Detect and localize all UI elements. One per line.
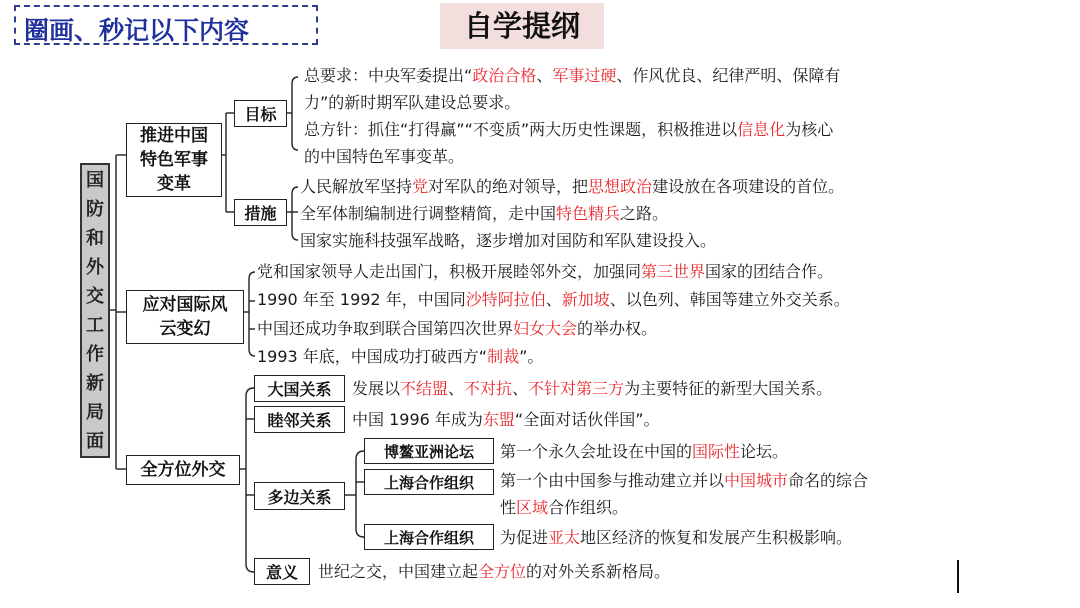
node-label: 多边关系	[267, 487, 332, 507]
text-segment: 力”的新时期军队建设总要求。	[304, 93, 521, 112]
international-line	[257, 286, 850, 313]
boao-text	[500, 438, 788, 465]
text-segment: 、	[545, 290, 562, 309]
sco-asia-text	[500, 524, 852, 551]
text-segment: 、以色列、韩国等建立外交关系。	[609, 290, 850, 309]
root-char: 防	[86, 198, 104, 220]
node-boao-forum	[364, 438, 494, 464]
text-segment: 总方针：抓住“打得赢”“不变质”两大历史性课题，积极推进以	[304, 120, 738, 139]
significance-text	[318, 558, 670, 585]
international-line	[257, 315, 657, 342]
node-label-line: 变革	[157, 174, 191, 194]
root-char: 工	[86, 314, 104, 336]
root-node	[80, 163, 110, 458]
node-label: 上海合作组织	[383, 528, 474, 547]
node-label: 博鳌亚洲论坛	[383, 442, 474, 461]
instruction-tag-text: 圈画、秒记以下内容	[24, 16, 250, 45]
text-segment: 为核心	[785, 120, 834, 139]
text-segment: 的对外关系新格局。	[526, 562, 671, 581]
node-label: 全方位外交	[140, 460, 226, 480]
node-international-response	[126, 290, 244, 344]
text-segment: 合作组织。	[548, 498, 629, 517]
text-segment: 的举办权。	[577, 319, 658, 338]
root-char: 外	[86, 256, 104, 278]
node-great-power	[254, 375, 345, 402]
text-segment: 命名的综合	[788, 471, 869, 490]
highlight-text: 第三世界	[641, 262, 706, 281]
text-segment: 全军体制编制进行调整精简，走中国	[300, 204, 557, 223]
node-label-line: 应对国际风	[142, 295, 228, 315]
highlight-text: 全方位	[478, 562, 527, 581]
node-label-line: 云变幻	[159, 319, 211, 339]
text-segment: 第一个由中国参与推动建立并以	[500, 471, 725, 490]
text-segment: 国家的团结合作。	[705, 262, 834, 281]
node-omni-diplomacy	[126, 455, 240, 485]
node-label: 意义	[265, 563, 298, 582]
highlight-text: 党	[412, 177, 429, 196]
root-char: 面	[86, 430, 104, 452]
measure-line	[300, 200, 668, 227]
node-measures	[234, 199, 287, 226]
node-label-line: 推进中国	[140, 126, 208, 146]
node-sco-1	[364, 469, 494, 495]
node-sco-2	[364, 524, 494, 550]
node-label: 睦邻关系	[267, 411, 332, 430]
node-label: 上海合作组织	[383, 473, 474, 492]
page-title-text: 自学提纲	[463, 9, 580, 43]
text-segment: 之路。	[620, 204, 669, 223]
goal-line	[304, 62, 840, 89]
node-neighbor	[254, 406, 345, 433]
goal-line	[304, 89, 520, 116]
text-segment: 党和国家领导人走出国门，积极开展睦邻外交，加强同	[257, 262, 642, 281]
sco-text	[500, 494, 628, 521]
text-segment: 为促进	[500, 528, 549, 547]
highlight-text: 思想政治	[588, 177, 653, 196]
highlight-text: 不结盟	[400, 379, 449, 398]
measure-line	[300, 173, 844, 200]
text-segment: 、	[512, 379, 529, 398]
root-char: 局	[86, 401, 104, 423]
international-line	[257, 258, 833, 285]
root-char: 国	[86, 169, 104, 191]
node-military-reform	[126, 123, 222, 197]
node-significance	[254, 558, 310, 585]
highlight-text: 信息化	[737, 120, 786, 139]
text-segment: 总要求：中央军委提出“	[304, 66, 473, 85]
node-label: 措施	[244, 204, 277, 223]
text-segment: 中国还成功争取到联合国第四次世界	[257, 319, 514, 338]
text-segment: ”。	[519, 347, 544, 366]
text-segment: 建设放在各项建设的首位。	[652, 177, 845, 196]
goal-line	[304, 143, 464, 170]
sco-text	[500, 467, 868, 494]
highlight-text: 国际性	[692, 442, 741, 461]
measure-line	[300, 227, 716, 254]
highlight-text: 制裁	[487, 347, 520, 366]
node-label: 大国关系	[267, 380, 332, 399]
text-segment: 对军队的绝对领导，把	[428, 177, 589, 196]
highlight-text: 政治合格	[472, 66, 537, 85]
node-label: 目标	[244, 105, 277, 124]
highlight-text: 亚太	[548, 528, 581, 547]
goal-line	[304, 116, 833, 143]
text-segment: 性	[500, 498, 517, 517]
text-segment: 为主要特征的新型大国关系。	[624, 379, 833, 398]
highlight-text: 妇女大会	[513, 319, 578, 338]
highlight-text: 中国城市	[724, 471, 789, 490]
highlight-text: 不针对第三方	[528, 379, 625, 398]
text-segment: 第一个永久会址设在中国的	[500, 442, 693, 461]
text-segment: 人民解放军坚持	[300, 177, 413, 196]
text-segment: 地区经济的恢复和发展产生积极影响。	[580, 528, 853, 547]
highlight-text: 新加坡	[561, 290, 610, 309]
text-segment: 中国 1996 年成为	[352, 410, 483, 429]
node-label-line: 特色军事	[140, 150, 208, 170]
text-segment: 1990 年至 1992 年，中国同	[257, 290, 466, 309]
text-segment: 、作风优良、纪律严明、保障有	[616, 66, 841, 85]
highlight-text: 特色精兵	[556, 204, 621, 223]
text-segment: 论坛。	[740, 442, 789, 461]
node-multilateral	[254, 482, 345, 510]
text-segment: 的中国特色军事变革。	[304, 147, 465, 166]
text-segment: 1993 年底，中国成功打破西方“	[257, 347, 488, 366]
highlight-text: 军事过硬	[552, 66, 617, 85]
text-segment: 发展以	[352, 379, 401, 398]
root-char: 新	[86, 372, 104, 394]
highlight-text: 区域	[516, 498, 549, 517]
node-goal	[234, 100, 287, 127]
text-segment: 国家实施科技强军战略，逐步增加对国防和军队建设投入。	[300, 231, 717, 250]
text-segment: 、	[448, 379, 465, 398]
highlight-text: 不对抗	[464, 379, 513, 398]
text-segment: “全面对话伙伴国”。	[514, 410, 660, 429]
great-power-text	[352, 375, 832, 402]
text-segment: 、	[536, 66, 553, 85]
neighbor-text	[352, 406, 660, 433]
text-segment: 世纪之交，中国建立起	[318, 562, 479, 581]
international-line	[257, 343, 543, 370]
highlight-text: 东盟	[482, 410, 515, 429]
root-char: 交	[86, 285, 104, 307]
root-char: 作	[86, 343, 104, 365]
highlight-text: 沙特阿拉伯	[465, 290, 546, 309]
root-char: 和	[86, 227, 104, 249]
